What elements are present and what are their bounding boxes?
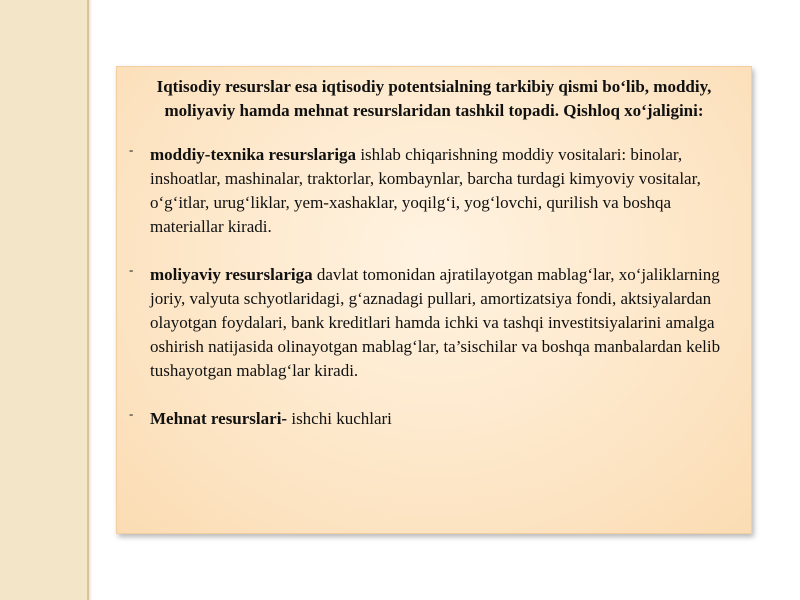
dash-bullet-icon: -: [129, 406, 134, 421]
list-item-financial-resources: [129, 263, 739, 383]
item-term: Mehnat resurslari-: [150, 409, 288, 428]
decorative-side-strip: [0, 0, 89, 600]
content-text-box: [116, 66, 752, 534]
item-description: davlat tomonidan ajratilayotgan mablag‘lar, xo‘jaliklarning joriy, valyuta schyotlaridagi, g‘aznadagi pullari, amortizatsiya fondi, aktsiyalardan olayotgan foydalari, bank kreditlari hamda ichki va tashqi investitsiyalarini amalga oshirish natijasida olinayotgan mablag‘lar, ta’sischilar va boshqa manbalardan kelib tushayotgan mablag‘lar kiradi.: [150, 265, 721, 380]
list-item-material-resources: [129, 143, 739, 239]
item-term: moliyaviy resurslariga: [150, 265, 313, 284]
item-description: ishlab chiqarishning moddiy vositalari: binolar, inshoatlar, mashinalar, traktorlar, kombaynlar, barcha turdagi kimyoviy vositalar, o‘g‘itlar, urug‘liklar, yem-xashaklar, yoqilg‘i, yog‘lovchi, qurilish va boshqa materiallar kiradi.: [150, 145, 701, 236]
dash-bullet-icon: -: [129, 142, 134, 157]
resource-list: [129, 143, 739, 431]
item-term: moddiy-texnika resurslariga: [150, 145, 357, 164]
item-description: ishchi kuchlari: [287, 409, 392, 428]
dash-bullet-icon: -: [129, 262, 134, 277]
list-item-labor-resources: [129, 407, 739, 431]
intro-paragraph: Iqtisodiy resurslar esa iqtisodiy potentsialning tarkibiy qismi bo‘lib, moddiy, moliyaviy hamda mehnat resurslaridan tashkil topadi. Qishloq xo‘jaligini:: [156, 77, 712, 120]
